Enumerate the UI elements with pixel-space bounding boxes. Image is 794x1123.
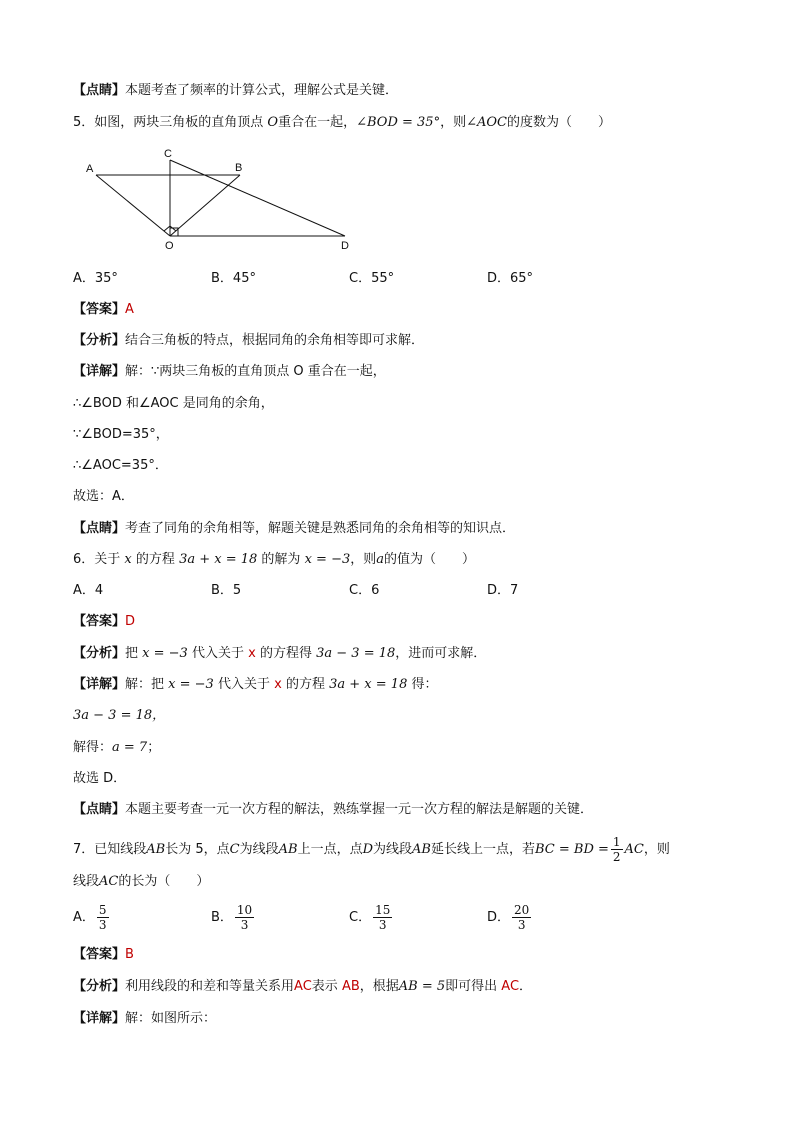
q6-answer <box>73 613 135 631</box>
answer-tag: 【答案】 <box>73 614 126 629</box>
q6-stem-mid2: 的解为 <box>261 552 301 567</box>
q5-stem <box>73 114 611 132</box>
answer-tag: 【答案】 <box>73 947 126 962</box>
answer-value: D <box>125 614 136 629</box>
dianjing-tag: 【点睛】 <box>73 802 126 817</box>
detail-mid2: 的方程 <box>285 677 325 692</box>
q5-option-d: D．65° <box>487 271 534 286</box>
fraction-numerator: 20 <box>514 903 530 917</box>
q6-var-x: x <box>124 552 132 567</box>
q7-option-c <box>349 903 394 932</box>
analysis-ab: AB <box>341 979 360 994</box>
q6-analysis <box>73 645 486 663</box>
q6-option-a: A．4 <box>73 583 104 598</box>
analysis-x: x <box>248 646 256 661</box>
q7-answer <box>73 946 134 964</box>
q5-answer <box>73 301 134 319</box>
fraction-denominator: 3 <box>517 918 526 932</box>
analysis-post: ，进而可求解． <box>395 646 487 661</box>
analysis-sub: x = −3 <box>142 646 188 661</box>
fraction-numerator: 15 <box>375 903 391 917</box>
q7-detail <box>73 1010 216 1028</box>
right-angle-mark-aob <box>164 226 176 231</box>
q5-stem-mid2: ，则 <box>440 115 467 130</box>
q5-angle-aoc: ∠AOC <box>466 115 507 130</box>
analysis-mid2: ，根据 <box>359 979 399 994</box>
analysis-eq: 3a − 3 = 18 <box>316 646 396 661</box>
label-o: O <box>165 240 174 252</box>
q6-option-d: D．7 <box>487 583 519 598</box>
q6-stem-mid3: ，则 <box>350 552 377 567</box>
q7-half-fraction <box>611 835 623 864</box>
option-label: D． <box>487 910 511 925</box>
analysis-tag: 【分析】 <box>73 979 126 994</box>
detail-text: 解：如图所示： <box>125 1011 217 1026</box>
q5-option-c: C．55° <box>349 271 395 286</box>
q5-var-o: O <box>267 115 279 130</box>
detail-post: 得： <box>411 677 438 692</box>
q7-stem-5: 延长线上一点，若 <box>430 842 535 857</box>
analysis-ac2: AC <box>501 979 520 994</box>
q5-detail-5: 故选：A． <box>73 489 134 504</box>
label-d: D <box>341 240 349 252</box>
dianjing-text: 考查了同角的余角相等，解题关键是熟悉同角的余角相等的知识点． <box>125 521 516 536</box>
analysis-tag: 【分析】 <box>73 646 126 661</box>
q6-equation: 3a + x = 18 <box>179 552 258 567</box>
q6-step-1: 3a − 3 = 18， <box>73 708 166 723</box>
q7-ab3: AB <box>412 842 431 857</box>
option-label: A． <box>73 910 95 925</box>
answer-value: A <box>125 302 134 317</box>
q5-angle-bod: ∠BOD = 35° <box>356 115 441 130</box>
right-angle-mark-cod <box>170 228 178 236</box>
analysis-pre: 把 <box>125 646 139 661</box>
q5-stem-post: 的度数为（ ） <box>506 115 611 130</box>
answer-value: B <box>125 947 134 962</box>
step-2-eq: a = 7 <box>112 740 148 755</box>
q5-stem-mid: 重合在一起， <box>278 115 357 130</box>
q7-stem-line-2 <box>73 873 209 891</box>
q7-c: C <box>229 842 240 857</box>
q5-option-b: B．45° <box>211 271 256 286</box>
option-label: C． <box>349 910 372 925</box>
q5-detail-3: ∵∠BOD=35°， <box>73 427 169 442</box>
fraction-numerator: 10 <box>236 903 253 917</box>
q6-detail <box>73 676 438 694</box>
fraction-denominator: 2 <box>612 850 621 864</box>
q6-option-c: C．6 <box>349 583 380 598</box>
detail-pre: 解：把 <box>125 677 165 692</box>
analysis-mid: 表示 <box>311 979 338 994</box>
dianjing-tag: 【点睛】 <box>73 521 126 536</box>
detail-tag: 【详解】 <box>73 677 126 692</box>
q5-detail-4: ∴∠AOC=35°． <box>73 458 168 473</box>
step-2-post: ； <box>147 740 161 755</box>
q7-stem-1: 长为 5，点 <box>165 842 230 857</box>
fraction-denominator: 3 <box>378 918 387 932</box>
q5-detail-1 <box>73 363 386 381</box>
option-fraction <box>235 903 254 932</box>
q7-ab2: AB <box>278 842 298 857</box>
q7-stem-pre: 7．已知线段 <box>73 842 147 857</box>
label-b: B <box>235 162 243 174</box>
label-a: A <box>86 163 94 175</box>
q7-analysis <box>73 978 532 996</box>
q6-solution: x = −3 <box>304 552 351 567</box>
q7-option-b <box>211 903 256 932</box>
q6-step-3: 故选 D． <box>73 771 127 786</box>
analysis-post: ． <box>519 979 533 994</box>
option-label: B． <box>211 910 233 925</box>
segment-cd <box>170 160 345 236</box>
q6-option-b: B．5 <box>211 583 242 598</box>
analysis-mid3: 即可得出 <box>445 979 498 994</box>
q5-stem-pre: 5．如图，两块三角板的直角顶点 <box>73 115 264 130</box>
segment-ao <box>96 175 170 236</box>
dianjing-text: 本题主要考查一元一次方程的解法，熟练掌握一元一次方程的解法是解题的关键． <box>125 802 594 817</box>
detail-tag: 【详解】 <box>73 1011 126 1026</box>
fraction-numerator: 5 <box>98 903 107 917</box>
q6-stem-pre: 6．关于 <box>73 552 121 567</box>
analysis-mid: 代入关于 <box>191 646 244 661</box>
detail-eq: 3a + x = 18 <box>329 677 408 692</box>
q6-stem-post: 的值为（ ） <box>384 552 476 567</box>
step-2-pre: 解得： <box>73 740 113 755</box>
label-c: C <box>164 148 172 160</box>
q7-stem-3: 上一点，点 <box>297 842 363 857</box>
analysis-mid2: 的方程得 <box>259 646 312 661</box>
detail-sub: x = −3 <box>168 677 214 692</box>
analysis-eq: AB = 5 <box>398 979 446 994</box>
q6-stem-mid: 的方程 <box>135 552 175 567</box>
q5-option-a: A．35° <box>73 271 118 286</box>
q7-stem-line2-pre: 线段 <box>73 874 100 889</box>
q7-d: D <box>362 842 374 857</box>
q7-stem-6: ，则 <box>643 842 670 857</box>
q4-dianjing <box>73 82 398 100</box>
q6-stem <box>73 551 475 569</box>
answer-tag: 【答案】 <box>73 302 126 317</box>
q6-step-2 <box>73 739 160 757</box>
analysis-pre: 利用线段的和差和等量关系用 <box>125 979 295 994</box>
option-fraction <box>512 903 531 932</box>
option-fraction <box>373 903 392 932</box>
q7-option-d <box>487 903 533 932</box>
dianjing-tag: 【点睛】 <box>73 83 126 98</box>
q7-stem-line-1 <box>73 835 670 864</box>
dianjing-text: 本题考查了频率的计算公式，理解公式是关键． <box>125 83 399 98</box>
option-fraction <box>97 903 109 932</box>
analysis-text: 结合三角板的特点，根据同角的余角相等即可求解． <box>125 333 425 348</box>
segment-bo <box>170 175 240 236</box>
q7-stem-4: 为线段 <box>373 842 413 857</box>
q7-eq-post: AC <box>624 842 644 857</box>
fraction-numerator: 1 <box>612 835 621 849</box>
q6-var-a: a <box>376 552 385 567</box>
detail-x: x <box>274 677 282 692</box>
analysis-ac: AC <box>294 979 312 994</box>
q7-eq-pre: BC = BD = <box>535 842 609 857</box>
q5-detail-2: ∴∠BOD 和∠AOC 是同角的余角， <box>73 396 274 411</box>
detail-mid: 代入关于 <box>217 677 270 692</box>
q5-analysis <box>73 332 424 350</box>
q7-option-a <box>73 903 111 932</box>
q6-dianjing <box>73 801 593 819</box>
q7-ac: AC <box>99 874 119 889</box>
q7-stem-2: 为线段 <box>239 842 279 857</box>
q5-dianjing <box>73 520 515 538</box>
analysis-tag: 【分析】 <box>73 333 126 348</box>
fraction-denominator: 3 <box>98 918 107 932</box>
q7-stem-line2-post: 的长为（ ） <box>118 874 210 889</box>
fraction-denominator: 3 <box>240 918 249 932</box>
detail-tag: 【详解】 <box>73 364 126 379</box>
detail-text: 解：∵两块三角板的直角顶点 O 重合在一起， <box>125 364 386 379</box>
q7-ab: AB <box>146 842 166 857</box>
